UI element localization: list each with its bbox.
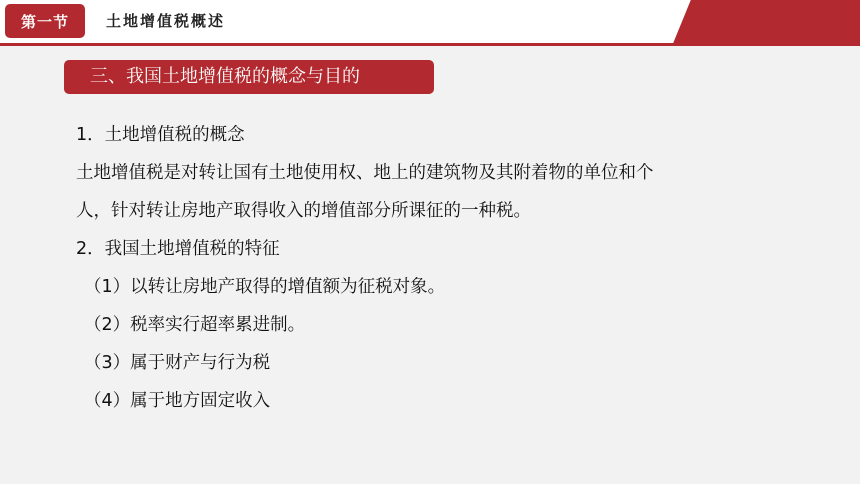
concept-paragraph-line-2: 人，针对转让房地产取得收入的增值部分所课征的一种税。 xyxy=(76,201,531,221)
header-bar xyxy=(0,0,860,46)
subtitle-banner: 三、我国土地增值税的概念与目的 xyxy=(64,60,434,94)
concept-heading: 1．土地增值税的概念 xyxy=(76,125,245,145)
concept-paragraph-line-1: 土地增值税是对转让国有土地使用权、地上的建筑物及其附着物的单位和个 xyxy=(76,163,654,183)
header-corner-decoration xyxy=(672,0,860,46)
feature-item-4: （4）属于地方固定收入 xyxy=(84,391,271,411)
section-badge: 第一节 xyxy=(5,4,85,38)
features-heading: 2．我国土地增值税的特征 xyxy=(76,239,280,259)
content-body xyxy=(76,116,816,420)
section-title: 土地增值税概述 xyxy=(106,12,226,30)
feature-item-3: （3）属于财产与行为税 xyxy=(84,353,271,373)
feature-item-2: （2）税率实行超率累进制。 xyxy=(84,315,306,335)
feature-item-1: （1）以转让房地产取得的增值额为征税对象。 xyxy=(84,277,446,297)
